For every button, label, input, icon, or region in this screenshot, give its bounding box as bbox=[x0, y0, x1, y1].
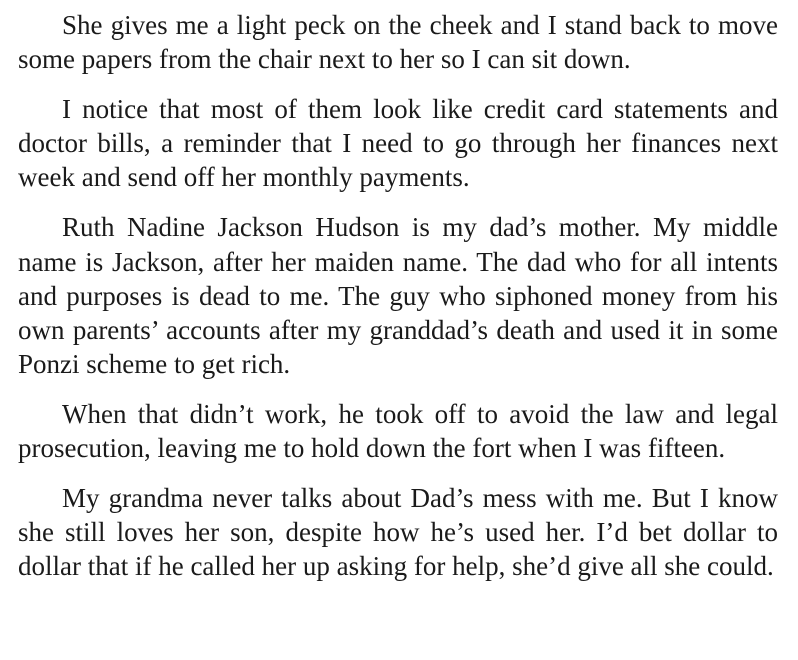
paragraph-1: She gives me a light peck on the cheek and I stand back to move some papers from the chair next to her so I can sit down. bbox=[18, 10, 778, 75]
paragraph-3: Ruth Nadine Jackson Hudson is my dad’s mother. My middle name is Jackson, after her maiden name. The dad who for all intents and purposes is dead to me. The guy who siphoned money from his own parents’ accounts after my granddad’s death and used it in some Ponzi scheme to get rich. bbox=[18, 212, 778, 379]
paragraph-2: I notice that most of them look like credit card statements and doctor bills, a reminder that I need to go through her finances next week and send off her monthly payments. bbox=[18, 94, 778, 193]
paragraph-5: My grandma never talks about Dad’s mess with me. But I know she still loves her son, despite how he’s used her. I’d bet dollar to dollar that if he called her up asking for help, she’d give all she could. bbox=[18, 483, 778, 582]
paragraph-4: When that didn’t work, he took off to avoid the law and legal prosecution, leaving me to hold down the fort when I was fifteen. bbox=[18, 398, 778, 464]
